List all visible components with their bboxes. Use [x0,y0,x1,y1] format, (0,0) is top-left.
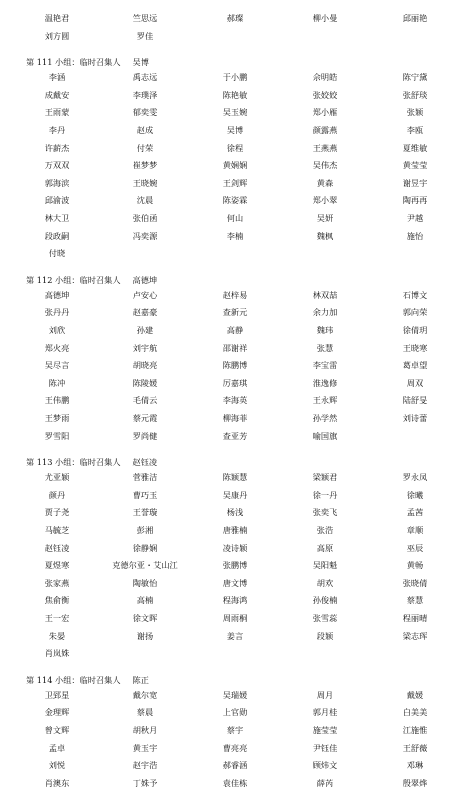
member-name: 柳小曼 [312,13,338,23]
member-name: 陈宁黛 [402,72,428,83]
member-name: 梁志珲 [402,630,428,641]
member-name: 何山 [226,213,244,223]
member-name: 段政嗣 [44,230,70,241]
name-row [0,375,458,391]
member-name: 杨浅 [226,507,244,518]
name-row [0,140,458,156]
member-name: 高德坤 [44,289,70,300]
member-name: 陶再再 [402,195,428,206]
member-name: 赵成 [136,125,154,135]
member-name: 尹越 [406,213,424,223]
member-name: 程海鸿 [222,595,248,606]
member-name: 唐雅楠 [222,525,248,535]
name-row [0,392,458,408]
member-name: 葛卓望 [402,360,428,371]
member-name: 张慧 [316,342,334,353]
member-name: 厉嘉琪 [222,377,248,388]
member-name: 曾文辉 [44,725,70,735]
member-name: 焦俞衡 [44,595,70,606]
member-name: 薛芮 [316,777,334,788]
member-name: 吴玉婉 [222,107,248,118]
member-name: 陈鹏博 [222,360,248,371]
group-leader: 赵钰凌 [132,457,158,468]
group-header [26,55,149,69]
member-name: 李宝雷 [312,360,338,371]
member-name: 李瓯 [406,125,424,135]
member-name: 邓琳 [406,760,424,771]
member-name: 郝璨 [226,13,244,23]
group-title: 第 111 小组：临时召集人 [26,57,121,68]
member-name: 曹亮亮 [222,742,248,753]
name-row [0,469,458,485]
member-name: 袁佳栋 [222,777,248,788]
member-name: 吴康丹 [222,489,248,500]
name-row [0,245,458,261]
member-name: 郑小雁 [312,107,338,118]
name-row [0,504,458,520]
member-name: 颜露燕 [312,125,338,135]
name-row [0,610,458,626]
member-name: 万双双 [44,160,70,171]
member-name: 罗佳 [136,30,154,41]
member-name: 彭湘 [136,525,154,535]
member-name: 蔡慧 [406,595,424,606]
member-name: 刘方圆 [44,30,70,41]
member-name: 李璞泽 [132,89,158,100]
name-row [0,428,458,444]
member-name: 金理辉 [44,707,70,718]
member-name: 王誉璇 [132,507,158,518]
name-row [0,645,458,661]
member-name: 徐程 [226,142,244,153]
name-row [0,87,458,103]
member-name: 赵钰凌 [44,542,70,553]
member-name: 林大卫 [44,213,70,223]
member-name: 周月 [316,689,334,700]
member-name: 吴博 [226,125,244,135]
name-row [0,687,458,703]
member-name: 高原 [316,542,334,553]
member-name: 章顺 [406,525,424,535]
member-name: 胡晓亮 [132,360,158,371]
member-name: 马毓芝 [44,525,70,535]
name-row [0,357,458,373]
member-name: 顾炜文 [312,760,338,771]
member-name: 刘欣 [48,325,66,335]
member-name: 张晓倩 [402,577,428,588]
member-name: 尤亚颖 [44,472,70,483]
name-row [0,175,458,191]
member-name: 林双喆 [312,289,338,300]
name-row [0,287,458,303]
member-name: 王雨蒙 [44,107,70,118]
member-name: 刘宇航 [132,342,158,353]
member-name: 谢昱宇 [402,177,428,188]
member-name: 孙俊楠 [312,595,338,606]
member-name: 刘悦 [48,760,66,771]
member-name: 黄畅 [406,560,424,571]
member-name: 张姣姣 [312,89,338,100]
name-row [0,340,458,356]
member-name: 孙建 [136,325,154,335]
member-name: 柳海菲 [222,413,248,423]
group-leader: 吴博 [132,57,149,68]
member-name: 周双 [406,377,424,388]
name-row [0,487,458,503]
name-row [0,304,458,320]
member-name: 沈晨 [136,195,154,206]
name-row [0,628,458,644]
group-title: 第 114 小组：临时召集人 [26,674,121,685]
member-name: 冯奕源 [132,230,158,241]
member-name: 郭月桂 [312,707,338,718]
member-name: 唐文博 [222,577,248,588]
member-name: 戴尔宽 [132,689,158,700]
member-name: 陈姿霖 [222,195,248,206]
member-name: 罗尚健 [132,430,158,441]
member-name: 魏枫 [316,230,334,241]
group-title: 第 112 小组：临时召集人 [26,274,121,285]
name-row [0,28,458,44]
member-name: 张伯函 [132,213,158,223]
member-name: 邱渝波 [44,195,70,206]
member-name: 王永辉 [312,395,338,406]
member-name: 贾子尧 [44,507,70,518]
member-name: 许薪杰 [44,142,70,153]
member-name: 吴瑞媛 [222,689,248,700]
member-name: 孙学然 [312,413,338,423]
member-name: 郁奕雯 [132,107,158,118]
member-name: 张丹丹 [44,307,70,318]
member-name: 王伟鹏 [44,395,70,406]
member-name: 胡秋月 [132,725,158,735]
member-name: 段颖 [316,630,334,641]
member-name: 郭海滨 [44,177,70,188]
name-row [0,122,458,138]
member-name: 黄莹莹 [402,160,428,171]
member-name: 陈颖慧 [222,472,248,483]
member-name: 石博文 [402,289,428,300]
member-name: 李丹 [48,125,66,135]
member-name: 淮逸修 [312,377,338,388]
group-header [26,455,157,469]
member-name: 张舒琰 [402,89,428,100]
member-name: 夏维敏 [402,142,428,153]
member-name: 付荣 [136,142,154,153]
member-name: 克德尔亚・艾山江 [112,560,178,571]
member-name: 巫辰 [406,542,424,553]
member-name: 朱晏 [48,630,66,641]
member-name: 张浩 [316,525,334,535]
member-name: 上官勋 [222,707,248,718]
member-name: 佘明皓 [312,72,338,83]
member-name: 付晓 [48,248,66,259]
member-name: 颜丹 [48,489,66,500]
member-name: 成戴安 [44,89,70,100]
member-name: 张奕飞 [312,507,338,518]
member-name: 查新元 [222,307,248,318]
name-row [0,192,458,208]
member-name: 徐倩玥 [402,325,428,335]
member-name: 肖岚姝 [44,648,70,659]
member-name: 孟卓 [48,742,66,753]
member-name: 张家燕 [44,577,70,588]
member-name: 郑小翠 [312,195,338,206]
member-name: 江施惟 [402,725,428,735]
member-name: 刘诗蕾 [402,413,428,423]
member-name: 李涵 [48,72,66,83]
member-name: 蔡宇 [226,725,244,735]
member-name: 崔梦梦 [132,160,158,171]
member-name: 罗永凤 [402,472,428,483]
name-row [0,410,458,426]
member-name: 周雨桐 [222,613,248,623]
member-name: 竺思远 [132,13,158,23]
name-row [0,557,458,573]
member-name: 卢安心 [132,289,158,300]
member-name: 郑火亮 [44,342,70,353]
name-row [0,540,458,556]
member-name: 吴伟杰 [312,160,338,171]
member-name: 肖澳东 [44,777,70,788]
member-name: 白美美 [402,707,428,718]
member-name: 陈艳敏 [222,89,248,100]
member-name: 谢扬 [136,630,154,641]
member-name: 查亚芳 [222,430,248,441]
name-row [0,322,458,338]
member-name: 吴阳魁 [312,560,338,571]
member-name: 陶敏怡 [132,577,158,588]
member-name: 徐一丹 [312,489,338,500]
member-name: 戴媛 [406,689,424,700]
member-name: 王晓寒 [402,342,428,353]
name-row [0,228,458,244]
name-row [0,522,458,538]
member-name: 高静 [226,325,244,335]
name-row [0,592,458,608]
member-name: 张鹏博 [222,560,248,571]
member-name: 于小鹏 [222,72,248,83]
member-name: 余力加 [312,307,338,318]
member-name: 罗雪阳 [44,430,70,441]
group-header [26,673,149,687]
member-name: 高楠 [136,595,154,606]
group-leader: 高德坤 [132,274,158,285]
member-name: 赵嘉豪 [132,307,158,318]
member-name: 禹志远 [132,72,158,83]
member-name: 尹钰佳 [312,742,338,753]
member-name: 姜言 [226,630,244,641]
member-name: 吴尽言 [44,360,70,371]
member-name: 梁颖君 [312,472,338,483]
member-name: 吴妍 [316,213,334,223]
member-name: 夏煜寒 [44,560,70,571]
member-name: 丁姝予 [132,777,158,788]
member-name: 王晓婉 [132,177,158,188]
member-name: 殷翠烨 [402,777,428,788]
member-name: 李楠 [226,230,244,241]
member-name: 徐静娴 [132,542,158,553]
member-name: 邱丽艳 [402,13,428,23]
member-name: 程丽晴 [402,613,428,623]
member-name: 黄森 [316,177,334,188]
member-name: 李海英 [222,395,248,406]
group-leader: 陈正 [132,674,149,685]
member-name: 喻国旗 [312,430,338,441]
member-name: 陆舒旻 [402,395,428,406]
member-name: 胡欢 [316,577,334,588]
member-name: 王剑辉 [222,177,248,188]
member-name: 施怡 [406,230,424,241]
name-row [0,757,458,773]
member-name: 郝睿涵 [222,760,248,771]
member-name: 曹巧玉 [132,489,158,500]
name-row [0,775,458,791]
member-name: 黄玉宇 [132,742,158,753]
name-row [0,104,458,120]
member-name: 魏玮 [316,325,334,335]
group-title: 第 113 小组：临时召集人 [26,457,121,468]
member-name: 蔡晨 [136,707,154,718]
member-name: 王舒薇 [402,742,428,753]
member-name: 张雪蕊 [312,613,338,623]
member-name: 陈陵媛 [132,377,158,388]
member-name: 凌诗颖 [222,542,248,553]
member-name: 邵谢祥 [222,342,248,353]
member-name: 毛倩云 [132,395,158,406]
name-row [0,210,458,226]
member-name: 张颖 [406,107,424,118]
member-name: 孟茜 [406,507,424,518]
member-name: 蔡元霞 [132,413,158,423]
name-row [0,157,458,173]
member-name: 卫郅星 [44,689,70,700]
member-name: 菅雅洁 [132,472,158,483]
member-name: 王一宏 [44,613,70,623]
member-name: 施莹莹 [312,725,338,735]
name-row [0,704,458,720]
name-row [0,10,458,26]
group-header [26,273,157,287]
member-name: 赵梓易 [222,289,248,300]
member-name: 徐曦 [406,489,424,500]
name-row [0,575,458,591]
member-name: 郭向荣 [402,307,428,318]
member-name: 王燕燕 [312,142,338,153]
member-name: 陈冲 [48,377,66,388]
name-row [0,69,458,85]
name-row [0,722,458,738]
member-name: 赵宇浩 [132,760,158,771]
name-row [0,740,458,756]
member-name: 黄娴娴 [222,160,248,171]
member-name: 王梦雨 [44,413,70,423]
member-name: 温艳君 [44,13,70,23]
member-name: 徐文晖 [132,613,158,623]
